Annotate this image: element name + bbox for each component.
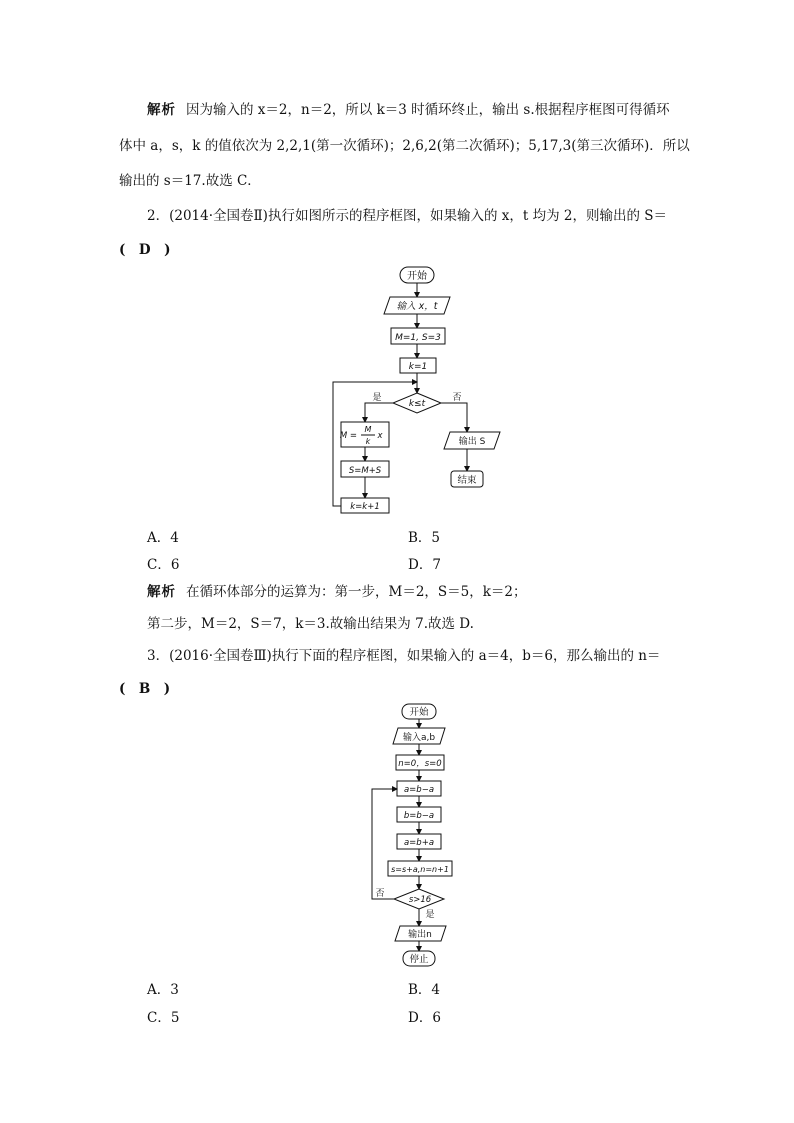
q2-option-a: A．4: [147, 530, 179, 546]
analysis-1-line-3: 输出的 s＝17.故选 C．: [119, 173, 261, 189]
fc3-input-text: 输入a,b: [402, 733, 436, 743]
fc3-step3-text: a=b+a: [403, 838, 435, 848]
fc3-no-label: 否: [375, 889, 385, 899]
fc3-start-text: 开始: [409, 707, 429, 718]
q2-option-c: C．6: [147, 557, 180, 573]
question-3-stem: 3．(2016·全国卷Ⅲ)执行下面的程序框图，如果输入的 a＝4，b＝6，那么输出的 n＝: [147, 648, 661, 664]
fc2-no-label: 否: [452, 393, 462, 403]
fc2-end-text: 结束: [457, 475, 477, 486]
analysis-1-line-1: [147, 100, 670, 120]
fc3-init-text: n=0，s=0: [398, 759, 442, 769]
q2-analysis-line-2: 第二步，M＝2，S＝7，k＝3.故输出结果为 7.故选 D.: [147, 616, 474, 632]
fc2-m-lhs: M =: [339, 431, 357, 441]
flowchart-q3: [360, 700, 470, 972]
q3-option-d: D．6: [408, 1010, 441, 1026]
q3-option-b: B．4: [408, 982, 441, 998]
analysis-1-line-2: 体中 a，s，k 的值依次为 2,2,1(第一次循环)；2,6,2(第二次循环)；5,17,3(第三次循环)．所以: [119, 138, 690, 154]
analysis-text: 因为输入的 x＝2，n＝2，所以 k＝3 时循环终止，输出 s.根据程序框图可得循环: [186, 102, 670, 118]
fc3-step4-text: s=s+a,n=n+1: [391, 865, 449, 874]
fc2-input-text: 输入 x，t: [396, 301, 438, 312]
fc2-init-text: M=1, S=3: [395, 333, 441, 343]
flowchart-q2: [300, 262, 530, 520]
fc3-yes-label: 是: [425, 910, 435, 920]
fc2-s-update-text: S=M+S: [348, 466, 382, 476]
fc3-output-text: 输出n: [408, 930, 432, 940]
fc2-start-text: 开始: [407, 271, 427, 282]
fc2-yes-label: 是: [372, 393, 382, 403]
fc2-m-numerator: M: [364, 425, 372, 434]
q3-option-c: C．5: [147, 1010, 180, 1026]
fc2-decision-text: k≤t: [408, 399, 426, 409]
question-2-stem: 2．(2014·全国卷Ⅱ)执行如图所示的程序框图，如果输入的 x，t 均为 2，则输出的 S＝: [147, 208, 667, 224]
fc2-k-update-text: k=k+1: [350, 502, 380, 512]
question-3-answer: ( B ): [119, 681, 171, 697]
fc2-m-tail: x: [377, 431, 383, 441]
fc2-m-denominator: k: [365, 437, 371, 446]
fc3-step2-text: b=b−a: [403, 811, 435, 821]
fc3-end-text: 停止: [409, 954, 429, 965]
q2-option-d: D．7: [408, 557, 441, 573]
fc2-k-init-text: k=1: [408, 362, 428, 372]
q2-analysis-line-1: [147, 582, 527, 602]
q3-option-a: A．3: [147, 982, 179, 998]
q2-analysis-label: 解析: [147, 584, 176, 600]
fc3-decision-text: s>16: [408, 895, 432, 905]
analysis-label: 解析: [147, 102, 176, 118]
q2-analysis-text: 在循环体部分的运算为：第一步，M＝2，S＝5，k＝2；: [186, 584, 527, 600]
q2-option-b: B．5: [408, 530, 441, 546]
fc3-step1-text: a=b−a: [403, 785, 435, 795]
fc2-output-text: 输出 S: [458, 437, 486, 447]
question-2-answer: ( D ): [119, 242, 171, 258]
